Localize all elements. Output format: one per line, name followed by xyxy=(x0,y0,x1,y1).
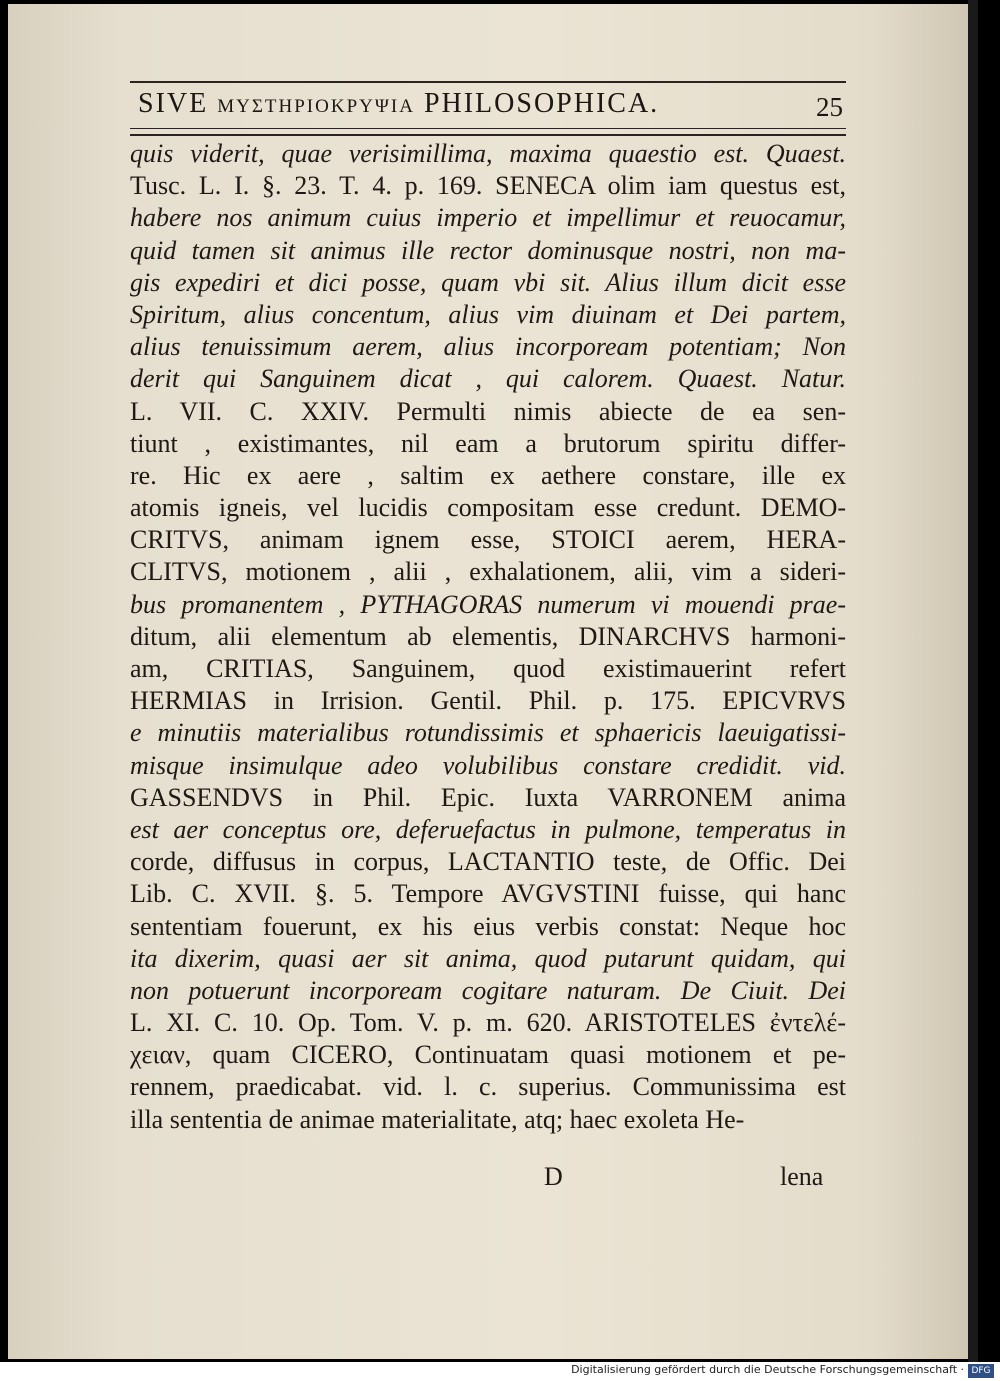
header-rule-bottom xyxy=(130,128,846,129)
text-line: ditum, alii elementum ab elementis, DINARCHVS harmoni- xyxy=(130,621,846,651)
text-line: habere nos animum cuius imperio et impellimur et reuocamur, xyxy=(130,203,846,233)
text-line: rennem, praedicabat. vid. l. c. superius. Communissima est xyxy=(130,1072,846,1102)
text-line: Tusc. L. I. §. 23. T. 4. p. 169. SENECA olim iam questus est, xyxy=(130,171,846,201)
header-rule-top xyxy=(130,81,846,83)
text-line: χειαν, quam CICERO, Continuatam quasi motionem et pe- xyxy=(130,1040,846,1070)
text-line: re. Hic ex aere , saltim ex aethere constare, ille ex xyxy=(130,460,846,490)
text-line: HERMIAS in Irrision. Gentil. Phil. p. 175. EPICVRVS xyxy=(130,686,846,716)
running-head-left: SIVE xyxy=(138,88,218,119)
text-line: Spiritum, alius concentum, alius vim diuinam et Dei partem, xyxy=(130,299,846,329)
text-line: e minutiis materialibus rotundissimis et sphaericis laeuigatissi- xyxy=(130,718,846,748)
text-line: gis expediri et dici posse, quam vbi sit. Alius illum dicit esse xyxy=(130,267,846,297)
catchword: lena xyxy=(780,1162,824,1191)
page-edge xyxy=(968,0,978,1362)
running-head xyxy=(138,88,838,128)
text-line: non potuerunt incorpoream cogitare naturam. De Ciuit. Dei xyxy=(130,975,846,1005)
text-line: alius tenuissimum aerem, alius incorpoream potentiam; Non xyxy=(130,332,846,362)
text-line: misque insimulque adeo volubilibus constare credidit. vid. xyxy=(130,750,846,780)
text-line: quis viderit, quae verisimillima, maxima quaestio est. Quaest. xyxy=(130,139,846,168)
text-line: sententiam fouerunt, ex his eius verbis constat: Neque hoc xyxy=(130,911,846,941)
header-rule-bottom-thick xyxy=(130,134,846,136)
text-line: CLITVS, motionem , alii , exhalationem, alii, vim a sideri- xyxy=(130,557,846,587)
text-line: quid tamen sit animus ille rector dominusque nostri, non ma- xyxy=(130,235,846,265)
text-line: ita dixerim, quasi aer sit anima, quod putarunt quidam, qui xyxy=(130,943,846,973)
text-line: est aer conceptus ore, deferuefactus in pulmone, temperatus in xyxy=(130,814,846,844)
text-line: L. XI. C. 10. Op. Tom. V. p. m. 620. ARISTOTELES ἐντελέ- xyxy=(130,1008,846,1038)
text-line: GASSENDVS in Phil. Epic. Iuxta VARRONEM anima xyxy=(130,782,846,812)
dfg-logo: DFG xyxy=(968,1364,994,1378)
text-line: bus promanentem , PYTHAGORAS numerum vi mouendi prae- xyxy=(130,589,846,619)
text-line: Lib. C. XVII. §. 5. Tempore AVGVSTINI fuisse, qui hanc xyxy=(130,879,846,909)
body-text xyxy=(130,138,846,1136)
page-number: 25 xyxy=(816,92,843,122)
running-head-greek: ΜΥΣΤΗΡΙΟΚΡΥΨΙΑ xyxy=(217,96,415,117)
text-line: derit qui Sanguinem dicat , qui calorem. Quaest. Natur. xyxy=(130,364,846,394)
text-line: illa sententia de animae materialitate, atq; haec exoleta He- xyxy=(130,1104,745,1134)
text-line: am, CRITIAS, Sanguinem, quod existimauerint refert xyxy=(130,654,846,683)
dfg-credit: Digitalisierung gefördert durch die Deutsche Forschungsgemeinschaft · xyxy=(571,1363,964,1376)
signature-mark: D xyxy=(544,1162,563,1191)
text-line: corde, diffusus in corpus, LACTANTIO teste, de Offic. Dei xyxy=(130,847,846,877)
running-head-right: PHILOSOPHICA. xyxy=(414,88,660,119)
text-line: L. VII. C. XXIV. Permulti nimis abiecte de ea sen- xyxy=(130,396,846,426)
text-line: atomis igneis, vel lucidis compositam esse credunt. DEMO- xyxy=(130,493,846,523)
text-line: CRITVS, animam ignem esse, STOICI aerem, HERA- xyxy=(130,525,846,555)
text-line: tiunt , existimantes, nil eam a brutorum spiritu differ- xyxy=(130,428,846,458)
